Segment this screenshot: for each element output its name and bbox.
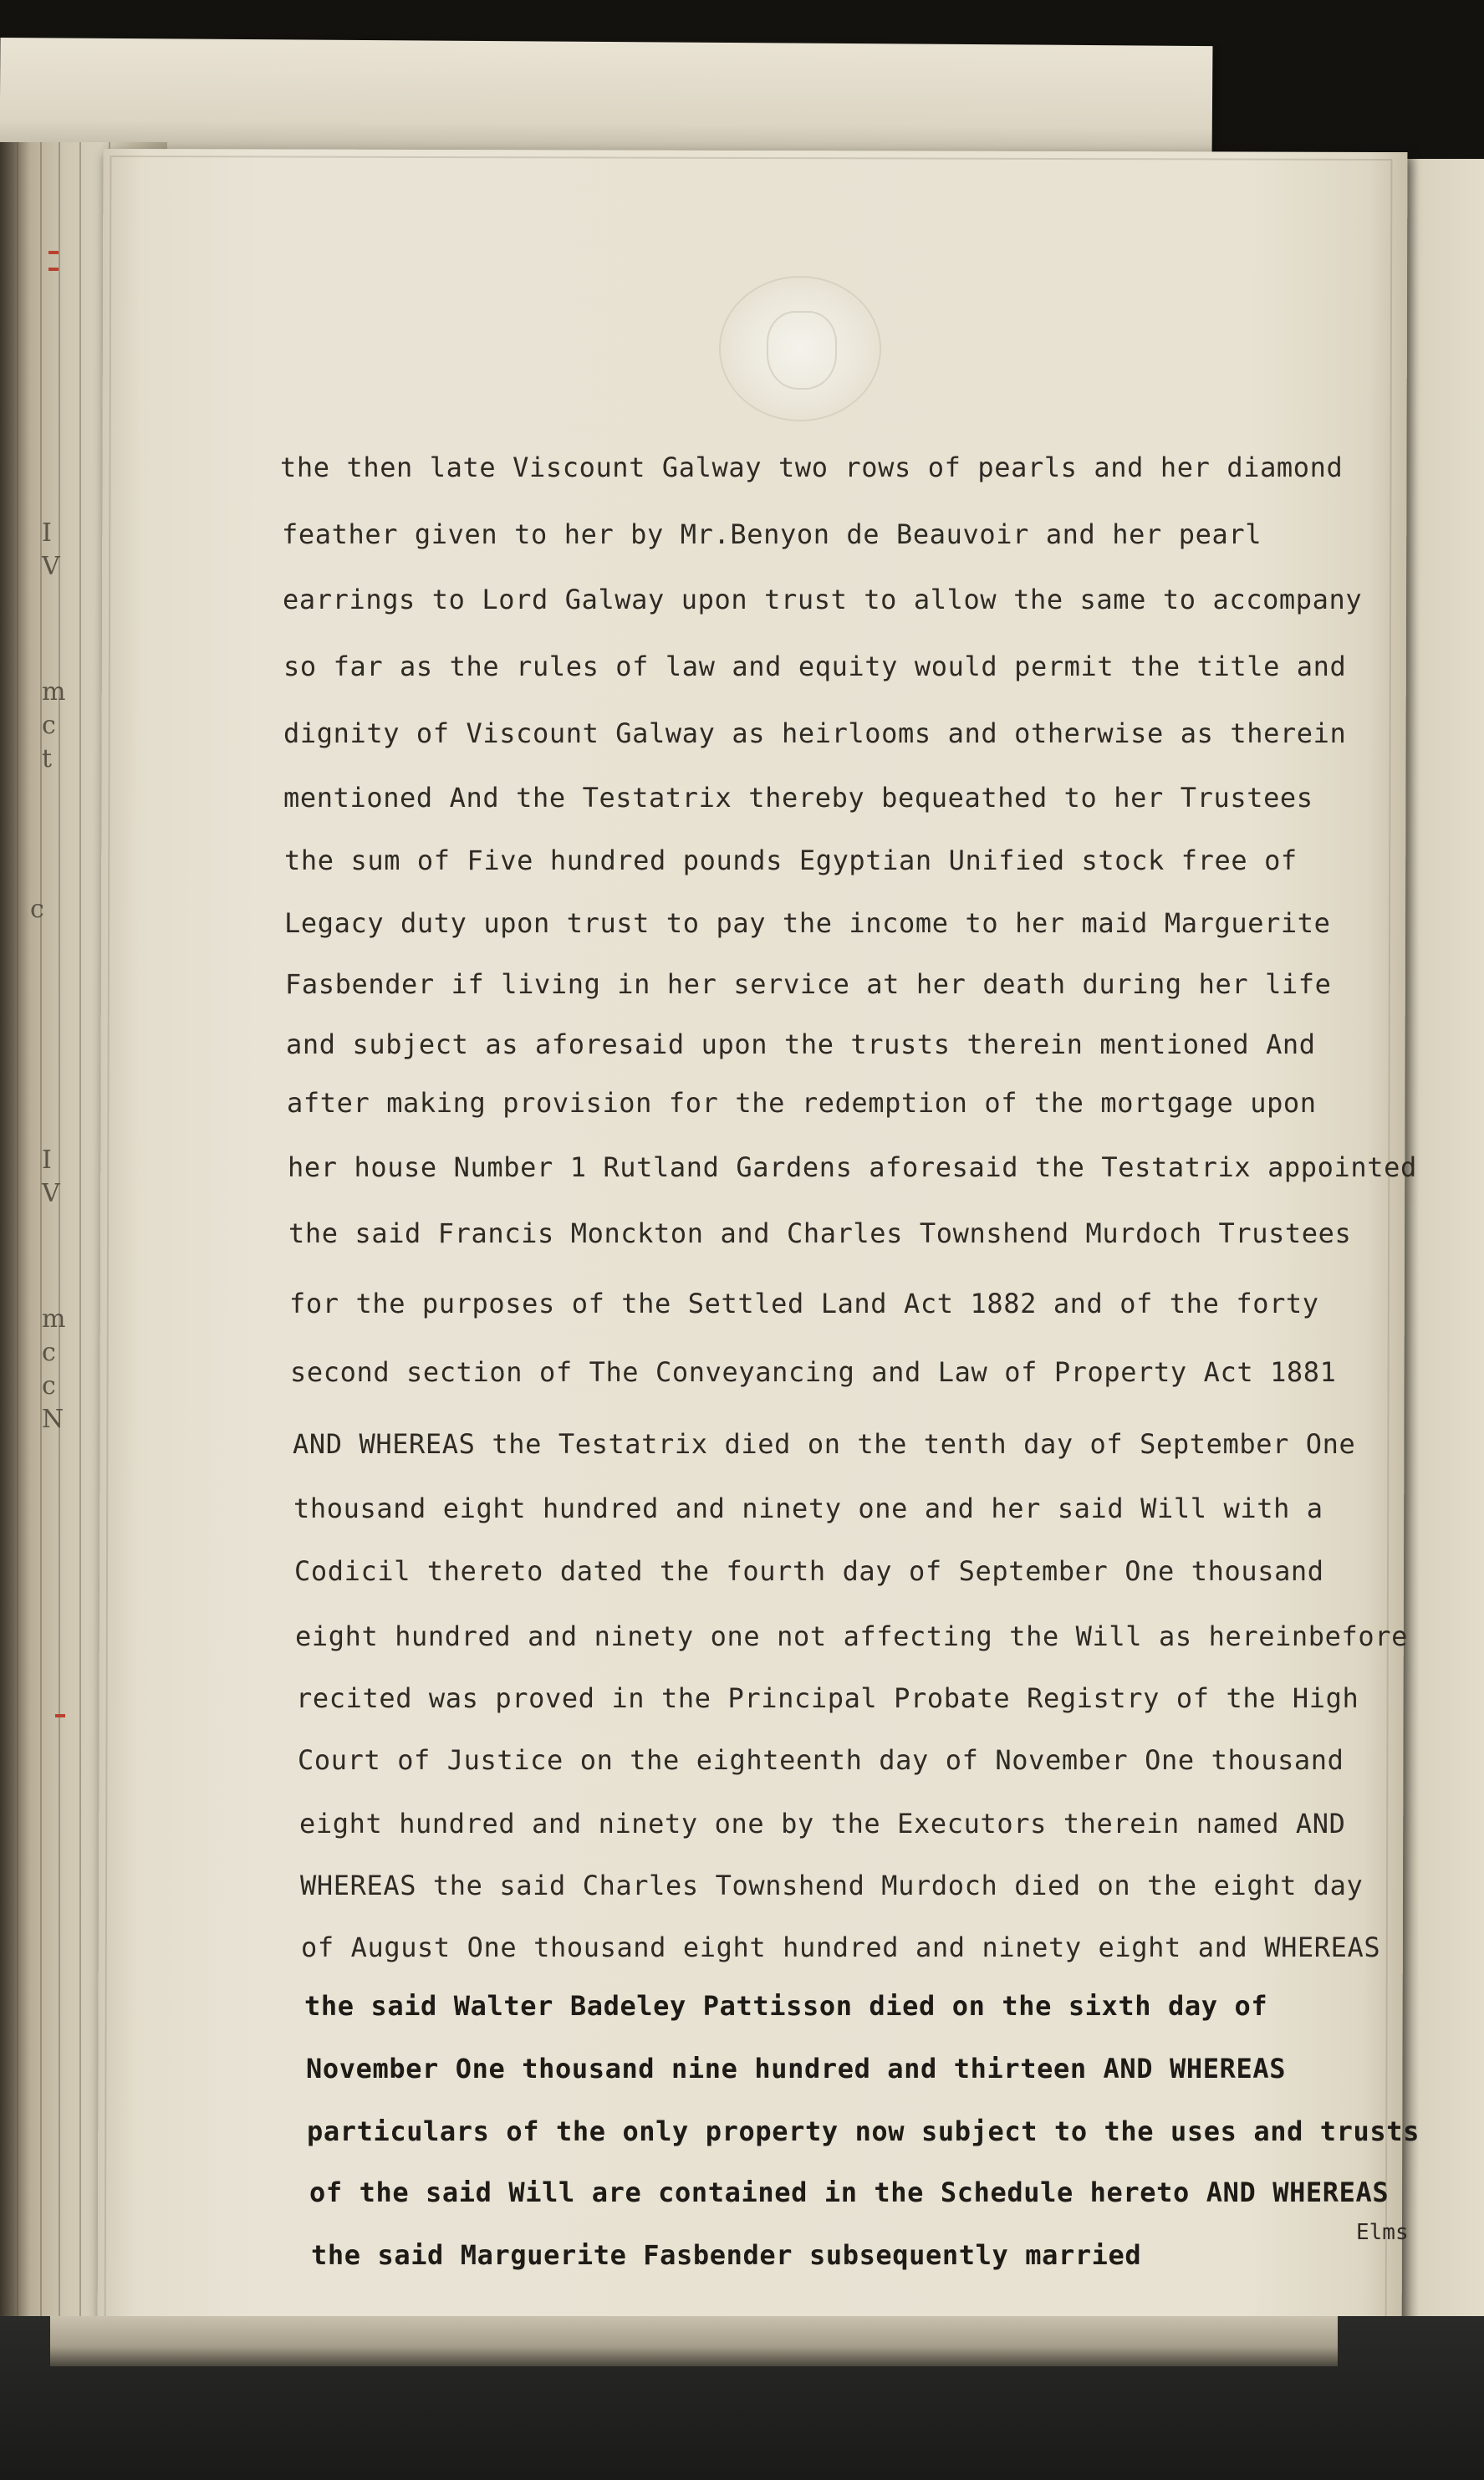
text-line: feather given to her by Mr.Benyon de Beauvoir and her pearl	[282, 518, 1262, 550]
right-page-edge	[1398, 159, 1484, 2316]
text-line: dignity of Viscount Galway as heirlooms and otherwise as therein	[283, 717, 1347, 749]
margin-mark: N	[42, 1405, 64, 1434]
text-line: the said Francis Monckton and Charles Townshend Murdoch Trustees	[288, 1217, 1352, 1249]
embossed-seal-icon	[719, 276, 881, 421]
text-line: WHEREAS the said Charles Townshend Murdoch died on the eight day	[300, 1870, 1364, 1901]
margin-mark: V	[42, 552, 60, 581]
text-line: the said Walter Badeley Pattisson died on the sixth day of	[304, 1990, 1268, 2022]
text-line: after making provision for the redemption of the mortgage upon	[287, 1087, 1317, 1119]
page-inner-border	[105, 156, 1393, 2356]
catchword: Elms	[1356, 2220, 1409, 2245]
text-line: Fasbender if living in her service at her death during her life	[285, 968, 1332, 1000]
page-edge-line	[59, 142, 60, 2333]
page-edge-line	[40, 142, 42, 2333]
text-line: earrings to Lord Galway upon trust to allow the same to accompany	[283, 584, 1363, 615]
text-line: AND WHEREAS the Testatrix died on the tenth day of September One	[293, 1428, 1356, 1460]
red-tab-mark	[55, 1714, 65, 1717]
text-line: so far as the rules of law and equity would permit the title and	[283, 651, 1347, 682]
margin-mark: m	[42, 677, 66, 707]
text-line: November One thousand nine hundred and thirteen AND WHEREAS	[306, 2053, 1287, 2085]
text-line: the said Marguerite Fasbender subsequently married	[311, 2239, 1142, 2271]
text-line: recited was proved in the Principal Probate Registry of the High	[296, 1682, 1359, 1714]
text-line: for the purposes of the Settled Land Act 1882 and of the forty	[289, 1288, 1319, 1319]
page-edge-line	[79, 142, 81, 2333]
text-line: the then late Viscount Galway two rows of pearls and her diamond	[280, 452, 1344, 483]
margin-mark: I	[42, 518, 52, 548]
text-line: and subject as aforesaid upon the trusts therein mentioned And	[286, 1028, 1316, 1060]
margin-mark: I	[42, 1146, 52, 1175]
text-line: eight hundred and ninety one not affecting the Will as hereinbefore	[295, 1620, 1408, 1652]
margin-mark: t	[42, 744, 53, 773]
text-line: the sum of Five hundred pounds Egyptian Unified stock free of	[284, 845, 1298, 876]
margin-mark: m	[42, 1304, 66, 1334]
red-tab-mark	[48, 251, 59, 254]
text-line: particulars of the only property now subject to the uses and trusts	[307, 2115, 1420, 2147]
text-line: Legacy duty upon trust to pay the income to her maid Marguerite	[284, 907, 1331, 939]
top-sheet-edge	[0, 38, 1212, 163]
text-line: of the said Will are contained in the Schedule hereto AND WHEREAS	[309, 2176, 1390, 2208]
margin-mark: c	[42, 1371, 56, 1401]
page-edge-line	[17, 142, 18, 2333]
margin-mark: c	[42, 1338, 56, 1367]
text-line: Court of Justice on the eighteenth day of November One thousand	[298, 1744, 1344, 1776]
text-line: Codicil thereto dated the fourth day of September One thousand	[294, 1555, 1324, 1587]
margin-mark: V	[42, 1179, 60, 1208]
text-line: of August One thousand eight hundred and ninety eight and WHEREAS	[301, 1931, 1381, 1963]
text-line: her house Number 1 Rutland Gardens aforesaid the Testatrix appointed	[288, 1151, 1417, 1183]
red-tab-mark	[48, 268, 59, 271]
text-line: thousand eight hundred and ninety one and her said Will with a	[293, 1493, 1323, 1524]
margin-mark: c	[30, 895, 44, 924]
bottom-book-edge	[0, 2316, 1484, 2480]
page-stack-bottom	[50, 2316, 1338, 2366]
text-line: mentioned And the Testatrix thereby bequeathed to her Trustees	[283, 782, 1313, 814]
margin-mark: c	[42, 711, 56, 740]
text-line: second section of The Conveyancing and Law of Property Act 1881	[290, 1356, 1337, 1388]
text-line: eight hundred and ninety one by the Executors therein named AND	[299, 1808, 1346, 1840]
